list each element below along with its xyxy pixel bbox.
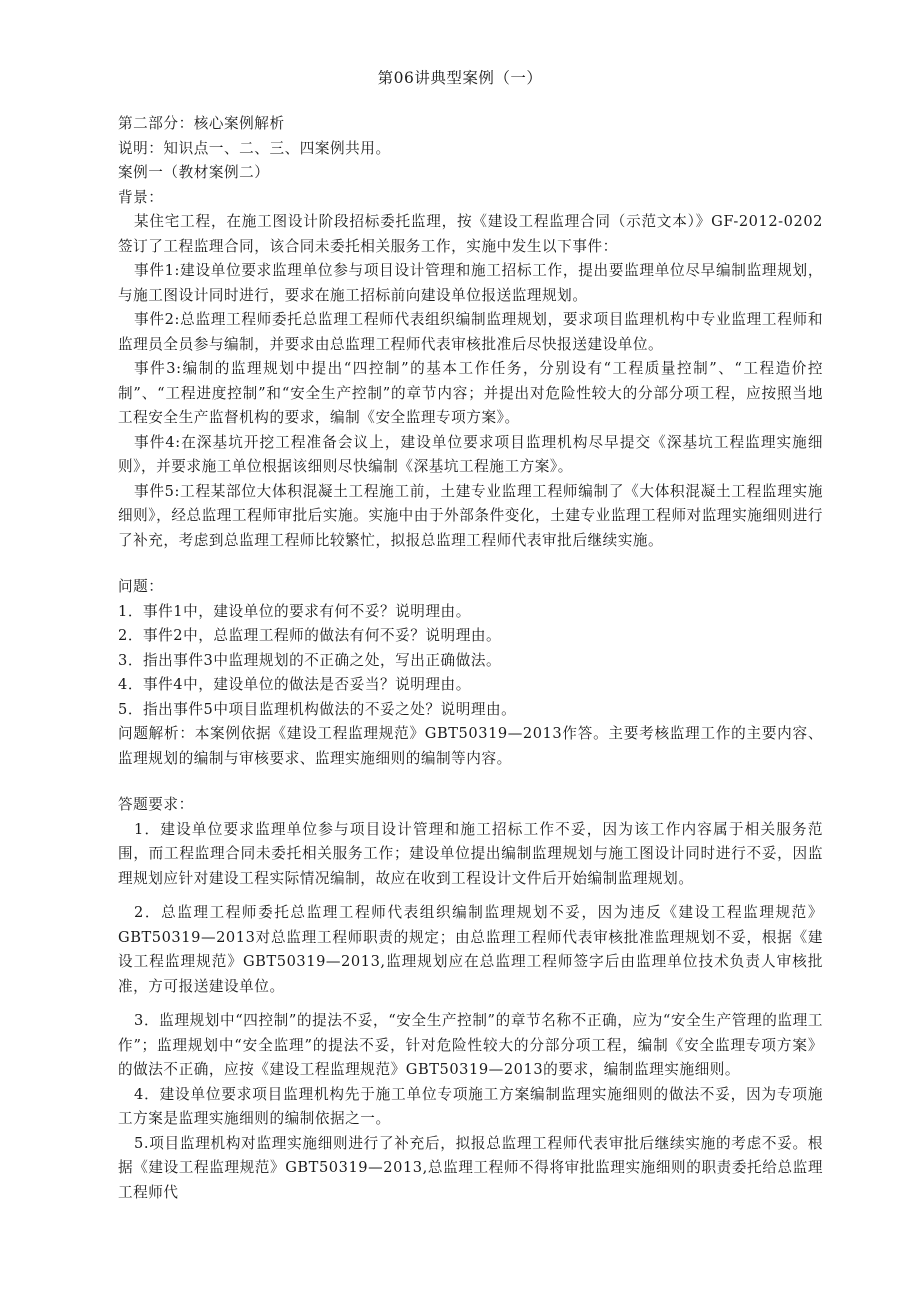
question-item: 5．指出事件5中项目监理机构做法的不妥之处？说明理由。 — [118, 700, 517, 718]
case-heading: 案例一（教材案例二） — [118, 164, 270, 181]
analysis-paragraph: 问题解析：本案例依据《建设工程监理规范》GBT50319—2013作答。主要考核监理工作的主要内容、监理规划的编制与审核要求、监理实施细则的编制等内容。 — [118, 725, 823, 767]
answer-item: 1．建设单位要求监理单位参与项目设计管理和施工招标工作不妥，因为该工作内容属于相关服务范围，而工程监理合同未委托相关服务工作；建设单位提出编制监理规划与施工图设计同时进行不妥，因监理规划应针对建设工程实际情况编制，故应在收到工程设计文件后开始编制监理规划。 — [118, 820, 823, 887]
question-item: 2．事件2中，总监理工程师的做法有何不妥？说明理由。 — [118, 627, 502, 644]
document-body — [118, 112, 823, 1205]
answer-item: 2．总监理工程师委托总监理工程师代表组织编制监理规划不妥，因为违反《建设工程监理规范》GBT50319—2013对总监理工程师职责的规定；由总监理工程师代表审核批准监理规划不妥，根据《建设工程监理规范》GBT50319—2013,监理规划应在总监理工程师签字后由监理单位技术负责人审核批准，方可报送建设单位。 — [118, 904, 823, 995]
event-paragraph-2: 事件2:总监理工程师委托总监理工程师代表组织编制监理规划，要求项目监理机构中专业监理工程师和监理员全员参与编制，并要求由总监理工程师代表审核批准后尽快报送建设单位。 — [118, 311, 823, 353]
answer-item: 5.项目监理机构对监理实施细则进行了补充后，拟报总监理工程师代表审批后继续实施的考虑不妥。根据《建设工程监理规范》GBT50319—2013,总监理工程师不得将审批监理实施细则的职责委托给总监理工程师代 — [118, 1134, 823, 1201]
questions-label: 问题： — [118, 578, 164, 595]
event-paragraph-1: 事件1:建设单位要求监理单位参与项目设计管理和施工招标工作，提出要监理单位尽早编制监理规划，与施工图设计同时进行，要求在施工招标前向建设单位报送监理规划。 — [118, 262, 823, 304]
event-paragraph-5: 事件5:工程某部位大体积混凝土工程施工前，土建专业监理工程师编制了《大体积混凝土工程监理实施细则》，经总监理工程师审批后实施。实施中由于外部条件变化，土建专业监理工程师对监理实施细则进行了补充，考虑到总监理工程师比较繁忙，拟报总监理工程师代表审批后继续实施。 — [118, 482, 823, 549]
event-paragraph-4: 事件4:在深基坑开挖工程准备会议上，建设单位要求项目监理机构尽早提交《深基坑工程监理实施细则》，并要求施工单位根据该细则尽快编制《深基坑工程施工方案》。 — [118, 433, 823, 475]
event-paragraph-3: 事件3:编制的监理规划中提出“四控制”的基本工作任务，分别设有“工程质量控制”、“工程造价控制”、“工程进度控制”和“安全生产控制”的章节内容；并提出对危险性较大的分部分项工程，应按照当地工程安全生产监督机构的要求，编制《安全监理专项方案》。 — [118, 360, 823, 426]
page-title: 第06讲典型案例（一） — [377, 69, 543, 87]
note-line: 说明：知识点一、二、三、四案例共用。 — [118, 139, 391, 157]
background-paragraph: 某住宅工程，在施工图设计阶段招标委托监理，按《建设工程监理合同（示范文本）》GF-2012-0202签订了工程监理合同，该合同未委托相关服务工作，实施中发生以下事件： — [118, 213, 823, 255]
background-label: 背景： — [118, 188, 164, 206]
question-item: 4．事件4中，建设单位的做法是否妥当？说明理由。 — [118, 676, 471, 693]
answers-label: 答题要求： — [118, 796, 194, 813]
section-heading: 第二部分：核心案例解析 — [118, 115, 285, 132]
answer-item: 3．监理规划中“四控制”的提法不妥，“安全生产控制”的章节名称不正确，应为“安全生产管理的监理工作”；监理规划中“安全监理”的提法不妥，针对危险性较大的分部分项工程，编制《安全监理专项方案》的做法不正确，应按《建设工程监理规范》GBT50319—2013的要求，编制监理实施细则。 — [118, 1012, 823, 1078]
question-item: 3．指出事件3中监理规划的不正确之处，写出正确做法。 — [118, 651, 502, 669]
answer-item: 4．建设单位要求项目监理机构先于施工单位专项施工方案编制监理实施细则的做法不妥，因为专项施工方案是监理实施细则的编制依据之一。 — [118, 1085, 823, 1127]
question-item: 1．事件1中，建设单位的要求有何不妥？说明理由。 — [118, 602, 471, 620]
